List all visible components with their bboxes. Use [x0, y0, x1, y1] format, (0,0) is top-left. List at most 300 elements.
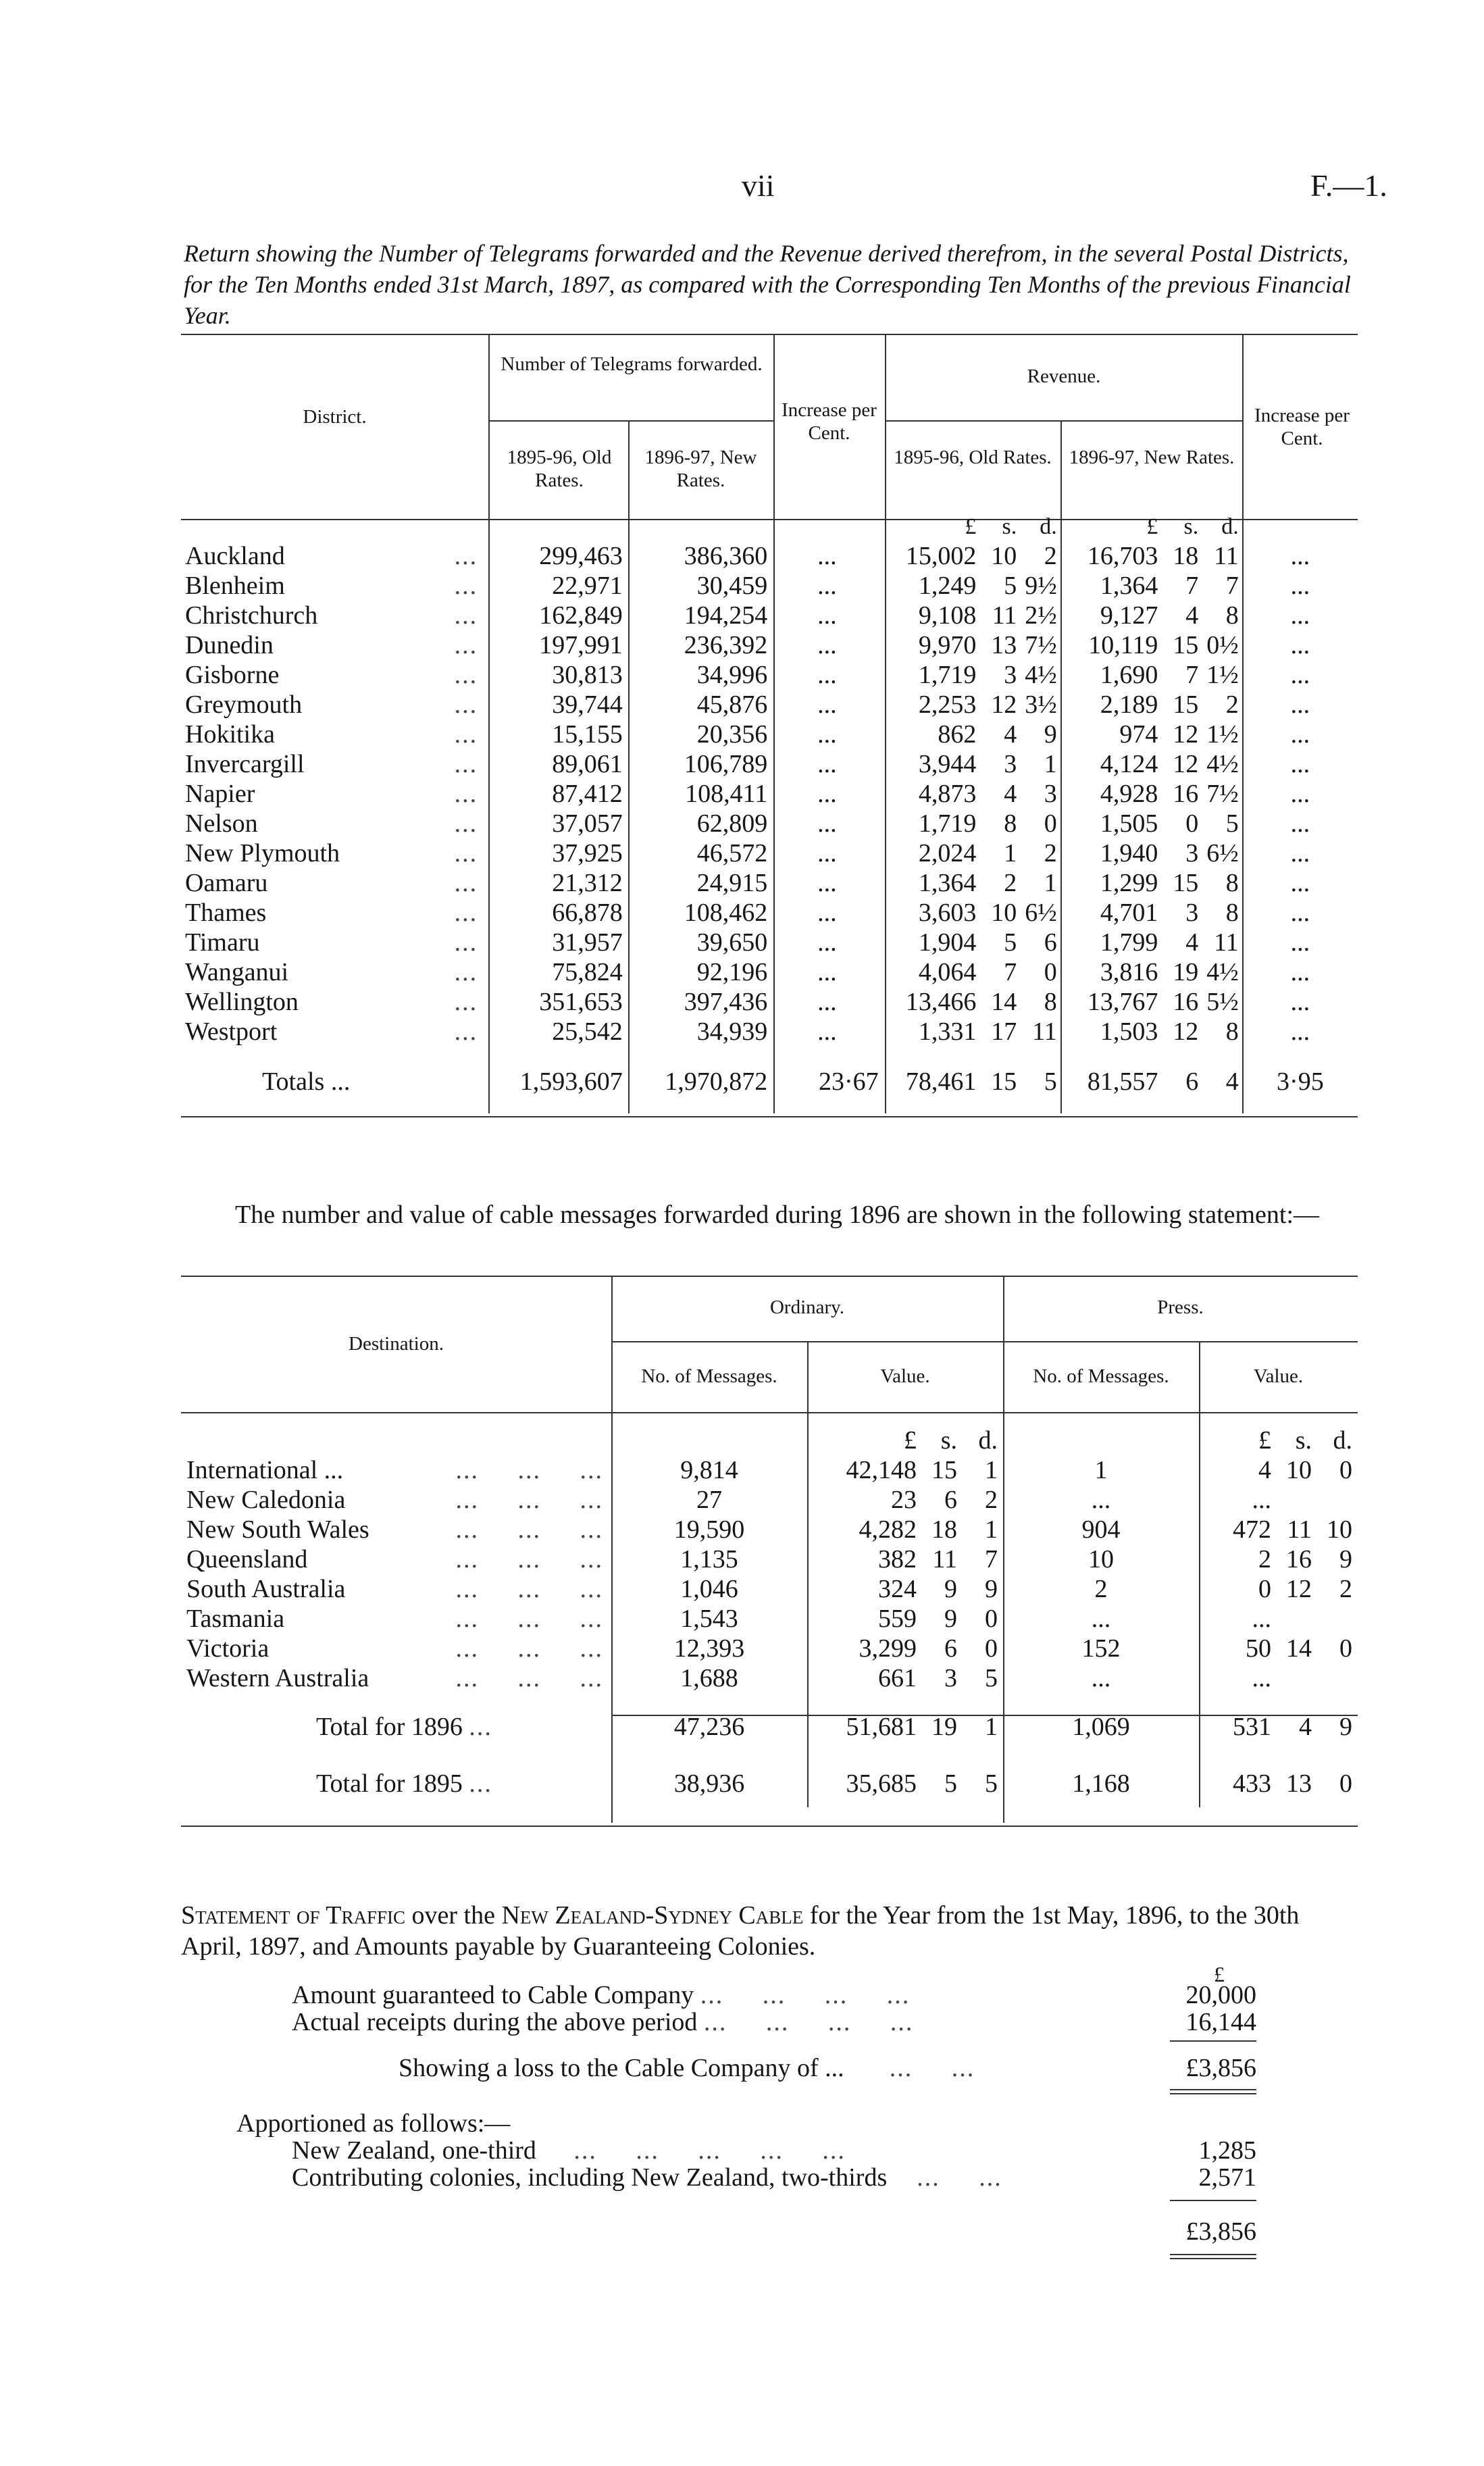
telegram-table — [181, 513, 1358, 1097]
cell-increase2: ... — [1290, 571, 1310, 600]
destination-cell: Victoria ... ... ... — [186, 1634, 603, 1663]
cell-messages: 38,936 — [673, 1769, 745, 1798]
cell-shillings: 18 — [1173, 541, 1199, 570]
cell-shillings: 12 — [1173, 1017, 1199, 1046]
cell-new: 20,356 — [696, 720, 768, 749]
district-cell: New Plymouth ... — [185, 838, 478, 867]
cell-shillings: 1 — [1004, 838, 1017, 867]
cell-pounds: 3,603 — [918, 898, 977, 927]
statement-title-name: New Zealand-Sydney Cable — [501, 1901, 804, 1930]
unit-pence: d. — [1040, 514, 1057, 540]
district-name: Blenheim — [185, 571, 285, 600]
table-row — [181, 749, 1358, 779]
cell-pence: 0 — [1339, 1456, 1352, 1484]
header-telegrams-1896: 1896-97, New Rates. — [644, 447, 757, 491]
cell-shillings: 3 — [944, 1664, 957, 1692]
destination-cell: New South Wales ... ... ... — [186, 1515, 603, 1544]
cell-increase: 23·67 — [818, 1067, 879, 1096]
cell-shillings: 4 — [1004, 720, 1017, 749]
header-press-value: Value. — [1253, 1365, 1304, 1387]
cell-increase2: ... — [1290, 749, 1310, 778]
cell-pounds: 382 — [878, 1545, 917, 1574]
destination-name: International ... — [186, 1456, 344, 1484]
cell-new: 45,876 — [696, 690, 768, 719]
cell-pence: 4½ — [1206, 957, 1239, 986]
table-row — [181, 838, 1358, 868]
destination-name: Western Australia — [186, 1664, 369, 1692]
cell-old: 25,542 — [552, 1017, 623, 1046]
district-name: Christchurch — [185, 601, 318, 630]
cell-pence: 1½ — [1206, 720, 1239, 749]
cell-new: 34,939 — [696, 1017, 768, 1046]
cell-pence: 8 — [1044, 987, 1057, 1016]
header-district: District. — [303, 406, 367, 428]
cell-old: 37,925 — [552, 838, 623, 867]
cell-old: 31,957 — [552, 928, 623, 957]
cell-pounds: 35,685 — [846, 1769, 917, 1798]
apportioned-total: £3,856 — [1185, 2217, 1256, 2246]
cell-shillings: 2 — [1004, 868, 1017, 897]
table-row — [181, 898, 1358, 928]
district-name: Wellington — [185, 987, 299, 1016]
district-cell: Christchurch ... — [185, 601, 478, 630]
cell-pence: 8 — [1225, 1017, 1239, 1046]
cell-pence: 4½ — [1206, 749, 1239, 778]
cell-pence: 11 — [1214, 928, 1239, 957]
cell-increase: ... — [817, 571, 837, 600]
cell-pounds: 50 — [1246, 1634, 1271, 1663]
cell-old: 30,813 — [552, 660, 623, 689]
cell-pounds: 2 — [1258, 1545, 1271, 1574]
district-cell: Napier ... — [185, 779, 478, 808]
units-row — [181, 1426, 1358, 1455]
cell-pence: 2 — [985, 1486, 998, 1514]
cell-increase: ... — [817, 541, 837, 570]
cell-pounds: 4,282 — [859, 1515, 917, 1544]
cell-pounds: 1,505 — [1100, 809, 1158, 838]
cell-pounds: 23 — [891, 1486, 917, 1514]
cell-shillings: 3 — [1185, 838, 1199, 867]
cell-pounds: ... — [1252, 1605, 1271, 1633]
header-ordinary-messages: No. of Messages. — [641, 1365, 777, 1387]
cell-pence: 4 — [1225, 1067, 1239, 1096]
district-name: Gisborne — [185, 660, 280, 689]
cell-increase2: ... — [1290, 541, 1310, 570]
cell-pence: 1½ — [1206, 660, 1239, 689]
cell-pounds: 1,331 — [918, 1017, 977, 1046]
cell-shillings: 7 — [1004, 957, 1017, 986]
district-cell: Dunedin ... — [185, 630, 478, 659]
units-row — [181, 513, 1358, 541]
cable-table — [181, 1426, 1358, 1798]
cell-pence: 9 — [985, 1575, 998, 1603]
cell-shillings: 19 — [931, 1713, 957, 1741]
table-row — [181, 1485, 1358, 1515]
cell-shillings: 14 — [991, 987, 1017, 1016]
district-name: Dunedin — [185, 630, 274, 659]
cell-messages: 1,046 — [680, 1575, 738, 1603]
contrib-value: 2,571 — [1198, 2163, 1256, 2192]
district-cell: Oamaru ... — [185, 868, 478, 897]
cell-press-messages: 904 — [1081, 1515, 1121, 1544]
cell-pence: 11 — [1032, 1017, 1057, 1046]
cell-new: 397,436 — [684, 987, 768, 1016]
cell-increase: ... — [817, 720, 837, 749]
cell-old: 37,057 — [552, 809, 623, 838]
page-reference: F.—1. — [1310, 168, 1387, 203]
cell-pounds: 42,148 — [846, 1456, 917, 1484]
cell-shillings: 13 — [991, 630, 1017, 659]
table-row — [181, 1017, 1358, 1047]
cell-new: 62,809 — [696, 809, 768, 838]
cell-increase2: ... — [1290, 987, 1310, 1016]
cell-pounds: 1,719 — [918, 809, 977, 838]
cell-old: 299,463 — [539, 541, 623, 570]
page-number: vii — [742, 168, 775, 203]
cell-pence: 0½ — [1206, 630, 1239, 659]
telegram-table-title: Return showing the Number of Telegrams forwarded and the Revenue derived therefrom, in the several Postal Districts, for the Ten Months ended 31st March, 1897, as compared with the Corresponding Ten Months of the previous Financial Year. — [184, 240, 1351, 329]
cell-increase2: ... — [1290, 779, 1310, 808]
destination-cell: South Australia ... ... ... — [186, 1575, 603, 1603]
cell-shillings: 5 — [944, 1769, 957, 1798]
unit-pounds: £ — [1146, 514, 1158, 540]
cell-pounds: 78,461 — [905, 1067, 977, 1096]
table-row — [181, 779, 1358, 809]
cell-press-messages: 1 — [1094, 1456, 1108, 1484]
destination-cell: New Caledonia ... ... ... — [186, 1486, 603, 1514]
table-row — [181, 1544, 1358, 1574]
cell-shillings: 3 — [1004, 749, 1017, 778]
cell-old: 21,312 — [552, 868, 623, 897]
cell-new: 108,411 — [685, 779, 768, 808]
cell-pence: 0 — [985, 1605, 998, 1633]
district-cell: Timaru ... — [185, 928, 478, 957]
table-row — [181, 1515, 1358, 1544]
cell-pounds: 2,189 — [1100, 690, 1158, 719]
destination-cell: Tasmania ... ... ... — [186, 1605, 603, 1633]
district-cell: Westport ... — [185, 1017, 478, 1046]
cell-increase2: ... — [1290, 838, 1310, 867]
cell-press-messages: 10 — [1088, 1545, 1114, 1574]
cell-increase2: ... — [1290, 660, 1310, 689]
cell-old: 66,878 — [552, 898, 623, 927]
table-row — [181, 630, 1358, 660]
header-revenue: Revenue. — [1027, 366, 1101, 387]
table-row — [181, 690, 1358, 720]
cell-shillings: 8 — [1004, 809, 1017, 838]
cell-press-messages: 1,168 — [1072, 1769, 1130, 1798]
cell-pounds: 661 — [878, 1664, 917, 1692]
cell-increase2: ... — [1290, 898, 1310, 927]
cell-pence: 7 — [1225, 571, 1239, 600]
cell-shillings — [1277, 1604, 1317, 1634]
cell-increase2: ... — [1290, 601, 1310, 630]
header-number-forwarded: Number of Telegrams forwarded. — [501, 353, 763, 375]
cell-pence: 8 — [1225, 898, 1239, 927]
cell-pence: 11 — [1214, 541, 1239, 570]
table-row — [181, 809, 1358, 838]
cell-pounds: 1,249 — [918, 571, 977, 600]
cell-pounds: 531 — [1233, 1713, 1271, 1741]
cell-shillings: 15 — [1173, 630, 1199, 659]
cell-pounds: 9,127 — [1100, 601, 1158, 630]
cell-shillings: 4 — [1185, 601, 1199, 630]
cell-pence: 1 — [985, 1456, 998, 1484]
cell-shillings: 5 — [1004, 571, 1017, 600]
cell-pence: 1 — [985, 1515, 998, 1544]
cell-pounds: 4,124 — [1100, 749, 1158, 778]
cell-pounds: 13,466 — [905, 987, 977, 1016]
cell-pounds: 9,970 — [918, 630, 977, 659]
cell-pence: 6 — [1044, 928, 1057, 957]
cell-old: 89,061 — [552, 749, 623, 778]
header-ordinary: Ordinary. — [769, 1297, 845, 1318]
cell-pence: 6½ — [1206, 838, 1239, 867]
statement-title-lead: Statement of Traffic — [181, 1901, 406, 1930]
totals-label: Totals ... — [262, 1067, 351, 1096]
cell-pence: 5½ — [1206, 987, 1239, 1016]
cell-pence: 2½ — [1025, 601, 1057, 630]
apportioned-label: Apportioned as follows:— — [236, 2109, 511, 2138]
district-name: Westport — [185, 1017, 278, 1046]
district-name: Greymouth — [185, 690, 303, 719]
destination-name: Queensland — [186, 1545, 308, 1574]
cell-increase: ... — [817, 838, 837, 867]
district-cell: Hokitika ... — [185, 720, 478, 749]
unit-pence: d. — [978, 1426, 998, 1455]
cell-shillings: 12 — [1173, 749, 1199, 778]
cell-shillings: 11 — [1287, 1515, 1312, 1544]
cell-pounds: 4,064 — [918, 957, 977, 986]
nz-value: 1,285 — [1198, 2136, 1256, 2165]
cell-shillings: 11 — [932, 1545, 957, 1574]
cell-pence: 1 — [985, 1713, 998, 1741]
destination-name: Victoria — [186, 1634, 270, 1663]
cell-pounds: 3,944 — [918, 749, 977, 778]
cell-pence: 8 — [1225, 868, 1239, 897]
cell-pence: 3½ — [1025, 690, 1057, 719]
cell-pence: 10 — [1327, 1515, 1352, 1544]
district-name: Wanganui — [185, 957, 289, 986]
cell-shillings: 4 — [1185, 928, 1199, 957]
cell-new: 106,789 — [684, 749, 768, 778]
cell-shillings: 16 — [1173, 779, 1199, 808]
cell-shillings: 15 — [991, 1067, 1017, 1096]
unit-pence: d. — [1333, 1426, 1352, 1455]
unit-pence: d. — [1221, 514, 1239, 540]
cell-pence: 1 — [1044, 749, 1057, 778]
district-cell: Blenheim ... — [185, 571, 478, 600]
guaranteed-label: Amount guaranteed to Cable Company ... ... ... ... — [292, 1981, 911, 2009]
cell-pounds: 862 — [938, 720, 977, 749]
cell-pounds: 1,299 — [1100, 868, 1158, 897]
unit-shillings: s. — [1183, 514, 1199, 540]
cell-pounds: 1,904 — [918, 928, 977, 957]
cell-increase: ... — [817, 601, 837, 630]
destination-name: South Australia — [186, 1575, 346, 1603]
cell-new: 46,572 — [696, 838, 768, 867]
cell-shillings: 17 — [991, 1017, 1017, 1046]
cell-pounds: 1,719 — [918, 660, 977, 689]
unit-pounds: £ — [1258, 1426, 1271, 1455]
cell-pence: 4½ — [1025, 660, 1057, 689]
district-cell: Greymouth ... — [185, 690, 478, 719]
cell-shillings: 5 — [1004, 928, 1017, 957]
district-cell: Gisborne ... — [185, 660, 478, 689]
table-row — [181, 928, 1358, 957]
unit-pounds: £ — [904, 1426, 917, 1455]
header-destination: Destination. — [349, 1333, 444, 1355]
header-ordinary-value: Value. — [880, 1365, 930, 1387]
cell-increase: ... — [817, 928, 837, 957]
cell-shillings: 7 — [1185, 660, 1199, 689]
cell-shillings: 0 — [1185, 809, 1199, 838]
header-revenue-1895: 1895-96, Old Rates. — [894, 447, 1052, 468]
cell-pounds: 433 — [1233, 1769, 1271, 1798]
cell-pounds: 974 — [1119, 720, 1158, 749]
cell-pounds: 559 — [878, 1605, 917, 1633]
contrib-label: Contributing colonies, including New Zealand, two-thirds ... ... — [292, 2163, 1002, 2192]
table-row — [181, 987, 1358, 1017]
cell-increase2: 3·95 — [1277, 1067, 1324, 1096]
cell-pounds: ... — [1252, 1664, 1271, 1692]
header-increase-revenue: Increase per Cent. — [1254, 405, 1350, 449]
district-cell: Wellington ... — [185, 987, 478, 1016]
table-row — [181, 541, 1358, 571]
district-name: Oamaru — [185, 868, 268, 897]
cell-new: 1,970,872 — [665, 1067, 768, 1096]
receipts-value: 16,144 — [1185, 2008, 1256, 2036]
table-row — [181, 1604, 1358, 1634]
cell-old: 75,824 — [552, 957, 623, 986]
destination-name: New Caledonia — [186, 1486, 346, 1514]
cell-messages: 19,590 — [673, 1515, 745, 1544]
cell-shillings: 6 — [944, 1486, 957, 1514]
destination-name: Tasmania — [186, 1605, 285, 1633]
cell-shillings: 16 — [1286, 1545, 1312, 1574]
table-row — [181, 1663, 1358, 1693]
cell-pence: 5 — [1225, 809, 1239, 838]
cell-shillings: 10 — [991, 898, 1017, 927]
cell-old: 162,849 — [539, 601, 623, 630]
cell-pounds: 51,681 — [846, 1713, 917, 1741]
cell-increase: ... — [817, 660, 837, 689]
cable-intro: The number and value of cable messages forwarded during 1896 are shown in the following statement:— — [235, 1201, 1320, 1229]
district-name: Hokitika — [185, 720, 275, 749]
cell-pence: 5 — [985, 1769, 998, 1798]
cell-pence: 7½ — [1206, 779, 1239, 808]
cell-old: 22,971 — [552, 571, 623, 600]
cell-press-messages: 2 — [1094, 1575, 1108, 1603]
cell-pounds: 1,690 — [1100, 660, 1158, 689]
cell-messages: 9,814 — [680, 1456, 738, 1484]
statement-title-mid: over the — [405, 1901, 502, 1930]
cell-pence: 9 — [1339, 1713, 1352, 1741]
unit-pounds: £ — [965, 514, 977, 540]
cell-shillings: 12 — [991, 690, 1017, 719]
table-row — [181, 660, 1358, 690]
district-name: Thames — [185, 898, 267, 927]
district-cell: Wanganui ... — [185, 957, 478, 986]
table-row — [181, 571, 1358, 601]
cell-press-messages: ... — [1091, 1486, 1111, 1514]
total-1896-row — [181, 1712, 1358, 1742]
cell-pounds: 0 — [1258, 1575, 1271, 1603]
cell-shillings: 3 — [1004, 660, 1017, 689]
cell-shillings: 9 — [944, 1605, 957, 1633]
cell-pounds: 4,928 — [1100, 779, 1158, 808]
cell-pounds: 16,703 — [1087, 541, 1158, 570]
cell-increase2: ... — [1290, 957, 1310, 986]
cell-pounds: 4,873 — [918, 779, 977, 808]
nz-label: New Zealand, one-third ... ... ... ... ... — [292, 2136, 846, 2165]
district-cell: Auckland ... — [185, 541, 478, 570]
cell-press-messages: 152 — [1081, 1634, 1121, 1663]
cell-press-messages: 1,069 — [1072, 1713, 1130, 1741]
cell-old: 39,744 — [552, 690, 623, 719]
cell-shillings: 11 — [992, 601, 1017, 630]
table-row — [181, 957, 1358, 987]
cell-shillings: 18 — [931, 1515, 957, 1544]
cell-shillings: 13 — [1286, 1769, 1312, 1798]
header-revenue-1896: 1896-97, New Rates. — [1069, 447, 1235, 468]
cell-pence: 0 — [1339, 1769, 1352, 1798]
receipts-label: Actual receipts during the above period ... ... ... ... — [292, 2008, 914, 2036]
cell-new: 24,915 — [696, 868, 768, 897]
cell-increase: ... — [817, 690, 837, 719]
statement-title-rest: for the Year from the 1st May, 1896, to the 30th April, 1897, and Amounts payable by Guaranteeing Colonies. — [181, 1901, 1300, 1961]
district-cell: Thames ... — [185, 898, 478, 927]
cell-messages: 1,135 — [680, 1545, 738, 1574]
cell-increase: ... — [817, 898, 837, 927]
loss-value: £3,856 — [1185, 2054, 1256, 2082]
destination-cell: Queensland ... ... ... — [186, 1545, 603, 1574]
cell-pence: 5 — [985, 1664, 998, 1692]
cell-pounds: 472 — [1233, 1515, 1271, 1544]
cell-increase: ... — [817, 630, 837, 659]
cell-pounds: 3,816 — [1100, 957, 1158, 986]
cell-pence: 8 — [1225, 601, 1239, 630]
cell-new: 108,462 — [684, 898, 768, 927]
table-row — [181, 720, 1358, 749]
cell-increase2: ... — [1290, 868, 1310, 897]
cell-pounds: 81,557 — [1087, 1067, 1158, 1096]
cell-increase: ... — [817, 987, 837, 1016]
cell-old: 87,412 — [552, 779, 623, 808]
cell-old: 1,593,607 — [519, 1067, 623, 1096]
cell-pounds: 13,767 — [1087, 987, 1158, 1016]
cell-shillings: 10 — [991, 541, 1017, 570]
cell-old: 351,653 — [539, 987, 623, 1016]
cell-pence: 3 — [1044, 779, 1057, 808]
cell-shillings: 19 — [1173, 957, 1199, 986]
cell-pence: 9 — [1339, 1545, 1352, 1574]
table-row — [181, 868, 1358, 898]
cell-pounds: 3,299 — [859, 1634, 917, 1663]
total-label: Total for 1896 ... — [316, 1713, 492, 1741]
cell-pence: 9½ — [1025, 571, 1057, 600]
statement-title — [181, 1900, 1356, 1962]
cell-increase2: ... — [1290, 630, 1310, 659]
cell-pence: 2 — [1044, 838, 1057, 867]
cell-increase: ... — [817, 779, 837, 808]
cell-old: 197,991 — [539, 630, 623, 659]
cell-pounds: 1,364 — [918, 868, 977, 897]
cell-pounds: ... — [1252, 1486, 1271, 1514]
cell-pence: 5 — [1044, 1067, 1057, 1096]
cell-pence — [1317, 1663, 1358, 1693]
destination-cell: Western Australia ... ... ... — [186, 1664, 603, 1692]
